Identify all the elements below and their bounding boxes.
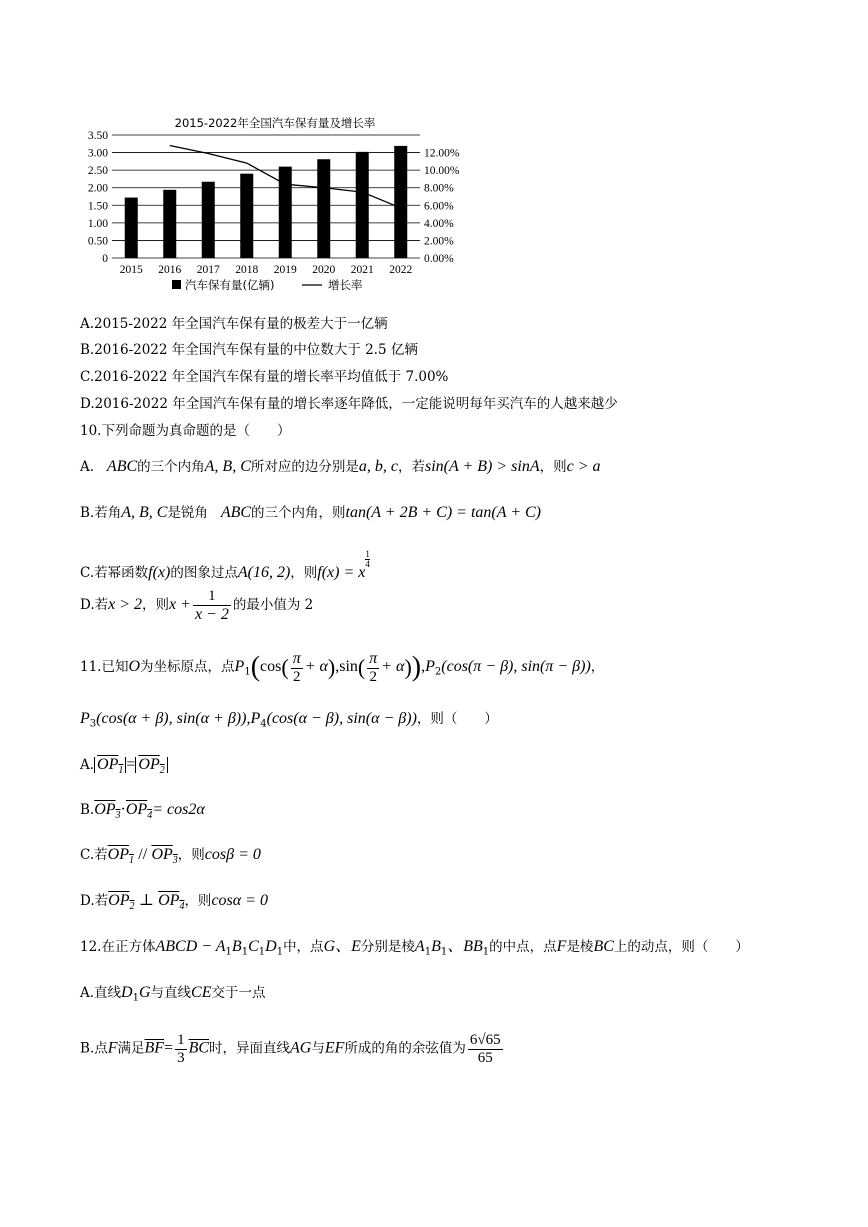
q11-option-c bbox=[80, 847, 261, 866]
q10-c-prefix: C.若幂函数 bbox=[80, 565, 149, 581]
q11-plus-alpha-2: + α bbox=[381, 658, 405, 676]
q12-b-text3: 与 bbox=[311, 1040, 325, 1057]
q10-d-x: x + bbox=[169, 596, 191, 614]
q12-cube-s4: 1 bbox=[276, 946, 284, 958]
q11-option-a bbox=[80, 757, 168, 776]
q12-b-ef: EF bbox=[324, 1039, 345, 1057]
q12-prefix: 12.在正方体 bbox=[80, 939, 156, 955]
q11-a-op2-text: OP bbox=[138, 756, 160, 773]
q11-p4-sub: 4 bbox=[260, 718, 267, 730]
y-tick-label: 2.50 bbox=[87, 165, 108, 178]
q10-a-result: c > a bbox=[566, 458, 601, 475]
q11-p3: P bbox=[80, 710, 90, 727]
q11-a-op1-text: OP bbox=[97, 756, 119, 773]
q11-d-op2-sub: 2 bbox=[129, 901, 135, 913]
q11-p3-body: (cos(α + β), sin(α + β)), bbox=[96, 710, 251, 727]
x-tick-label: 2020 bbox=[312, 264, 336, 276]
q10-d-prefix: D.若 bbox=[80, 597, 109, 614]
y-tick-label: 3.50 bbox=[87, 130, 108, 142]
bar bbox=[240, 174, 253, 258]
q11-d-op2-text: OP bbox=[108, 892, 130, 909]
q11-b-dot: · bbox=[120, 801, 126, 818]
q10-d-fraction bbox=[193, 588, 231, 623]
q9-option-a: A.2015-2022 年全国汽车保有量的极差大于一亿辆 bbox=[80, 316, 388, 332]
car-ownership-chart bbox=[70, 108, 510, 298]
q10-a-angles: A, B, C bbox=[204, 458, 251, 475]
q10-b-text1: 是锐角 bbox=[167, 505, 208, 521]
q12-cube-s1: 1 bbox=[225, 946, 232, 958]
x-tick-label: 2015 bbox=[119, 264, 143, 276]
q12-f: F bbox=[556, 938, 567, 955]
q10-d-text1: ，则 bbox=[142, 597, 170, 614]
q11-d-prefix: D.若 bbox=[80, 893, 109, 909]
y2-tick-label: 10.00% bbox=[424, 165, 460, 178]
q11-p1-frac1 bbox=[291, 650, 303, 685]
q12-a-ce: CE bbox=[191, 984, 212, 1001]
q12-a-text2: 交于一点 bbox=[211, 985, 266, 1001]
q11-p1-frac2 bbox=[367, 650, 379, 685]
q11-b-op3-text: OP bbox=[94, 801, 116, 818]
q10-b-angles: A, B, C bbox=[121, 504, 168, 521]
q11-origin: O bbox=[128, 658, 141, 676]
x-tick-label: 2022 bbox=[389, 264, 413, 276]
q11-option-d bbox=[80, 893, 268, 912]
q10-a-text1: 的三个内角 bbox=[137, 459, 205, 475]
q11-d-text: ，则 bbox=[184, 893, 212, 909]
q11-p2: P bbox=[425, 658, 435, 676]
q10-c-exponent bbox=[365, 550, 370, 569]
y2-tick-label: 8.00% bbox=[424, 182, 454, 195]
q11-p4: P bbox=[250, 710, 261, 727]
q12-b-f: F bbox=[107, 1039, 118, 1057]
q11-a-eq: = bbox=[126, 756, 136, 773]
q11-p2-body: (cos(π − β), sin(π − β)) bbox=[441, 658, 591, 676]
q11-b-result: = cos2α bbox=[152, 801, 205, 818]
q11-p2-sub: 2 bbox=[434, 666, 442, 678]
x-tick-label: 2017 bbox=[196, 264, 220, 276]
q10-a-text3: ，若 bbox=[397, 459, 425, 475]
q11-a-op2 bbox=[138, 756, 165, 777]
q10-a-prefix: A. bbox=[80, 459, 95, 475]
q11-prefix: 11.已知 bbox=[80, 659, 129, 676]
q10-d-num: 1 bbox=[193, 588, 231, 606]
chart-title: 2015-2022年全国汽车保有量及增长率 bbox=[174, 116, 376, 130]
q10-c-text2: ，则 bbox=[290, 565, 318, 581]
q11-comma: ， bbox=[590, 659, 605, 676]
q10-a-condition: sin(A + B) > sinA bbox=[424, 458, 540, 475]
q10-option-b bbox=[80, 505, 541, 521]
q11-c-op3-text: OP bbox=[151, 846, 173, 863]
legend-bar-swatch bbox=[172, 280, 181, 289]
q12-text5: 上的动点，则（ ） bbox=[613, 939, 749, 955]
y-tick-label: 2.00 bbox=[87, 182, 108, 195]
q12-b-den: 3 bbox=[177, 1049, 185, 1066]
x-tick-label: 2018 bbox=[235, 264, 259, 276]
q12-bc: BC bbox=[593, 938, 614, 955]
q12-a-d: D bbox=[121, 984, 133, 1001]
q11-text2: ，则（ ） bbox=[416, 711, 498, 727]
q12-a-g: G bbox=[138, 984, 151, 1001]
q10-option-c bbox=[80, 550, 370, 581]
q11-d-op4 bbox=[158, 892, 185, 913]
q12-b-num: 1 bbox=[177, 1032, 185, 1048]
q11-b-op3-sub: 3 bbox=[115, 810, 121, 822]
legend-line-label: 增长率 bbox=[328, 278, 363, 292]
q9-option-b: B.2016-2022 年全国汽车保有量的中位数大于 2.5 亿辆 bbox=[80, 342, 418, 358]
bar bbox=[317, 159, 330, 258]
q12-cube-s2: 1 bbox=[241, 946, 249, 958]
bar bbox=[202, 182, 215, 258]
q11-p1: P bbox=[234, 658, 245, 676]
q10-d-condition: x > 2 bbox=[108, 596, 143, 614]
q10-b-equation: tan(A + 2B + C) = tan(A + C) bbox=[345, 504, 542, 521]
q10-d-text2: 的最小值为 2 bbox=[232, 597, 314, 614]
q11-d-result: cosα = 0 bbox=[211, 892, 268, 909]
bar bbox=[394, 146, 407, 258]
q11-stem-line1: 11.已知O为坐标原点，点$P_1(\cos$( $\frac{\pi}{2}$ + α),sin( $\frac{\pi}{2}$ + $\alpha)),P_2(\cos(\pi - \beta)$, sin(π − β))， bbox=[80, 650, 605, 685]
q10-a-sides: a, b, c bbox=[358, 458, 398, 475]
q11-stem-line2 bbox=[80, 711, 498, 730]
q11-p4-body: (cos(α − β), sin(α − β)) bbox=[266, 710, 417, 727]
q11-b-op4 bbox=[125, 801, 153, 822]
q12-b-bf: $\overline{BF}$ bbox=[144, 1039, 165, 1057]
q12-text4: 是棱 bbox=[566, 939, 594, 955]
q11-c-op1 bbox=[107, 846, 134, 867]
q12-edge1-s1: 1 bbox=[424, 946, 432, 958]
q10-a-text2: 所对应的边分别是 bbox=[250, 459, 359, 475]
q12-text3: 的中点，点 bbox=[489, 939, 557, 955]
q11-b-prefix: B. bbox=[80, 802, 95, 818]
q10-c-function: f(x) bbox=[148, 564, 171, 581]
q11-p3-sub: 3 bbox=[89, 718, 97, 730]
y2-tick-label: 12.00% bbox=[424, 147, 460, 160]
q12-stem bbox=[80, 939, 749, 958]
q11-pi-2: π bbox=[369, 650, 378, 667]
q12-b-fraction bbox=[175, 1032, 187, 1066]
y-tick-label: 1.00 bbox=[87, 217, 108, 230]
y-tick-label: 0.50 bbox=[87, 235, 108, 248]
bar bbox=[356, 152, 369, 258]
q12-cube-c: C bbox=[248, 938, 259, 955]
chart-legend bbox=[172, 278, 363, 292]
y2-tick-label: 6.00% bbox=[424, 200, 454, 213]
q12-a-prefix: A.直线 bbox=[80, 985, 122, 1001]
q11-two-2: 2 bbox=[369, 668, 377, 685]
q11-c-op3 bbox=[151, 846, 178, 867]
q10-option-d bbox=[80, 588, 313, 623]
y-tick-label: 3.00 bbox=[87, 147, 108, 160]
q12-b-vden: 65 bbox=[477, 1049, 493, 1066]
q11-a-op1-sub: 1 bbox=[118, 765, 124, 777]
q11-p1-sub: 1 bbox=[244, 666, 251, 678]
q11-c-text: ，则 bbox=[177, 847, 205, 863]
q12-b-bc: $\overline{BC}$ bbox=[188, 1039, 210, 1057]
q12-edge2: 、BB bbox=[447, 938, 483, 955]
q11-c-op1-text: OP bbox=[107, 846, 129, 863]
q12-ge: G、E bbox=[323, 938, 361, 955]
q11-b-op3 bbox=[94, 801, 121, 822]
q10-stem: 10.下列命题为真命题的是（ ） bbox=[80, 423, 291, 439]
q10-b-prefix: B.若角 bbox=[80, 505, 122, 521]
x-tick-label: 2021 bbox=[350, 264, 374, 276]
q12-edge2-s: 1 bbox=[482, 946, 490, 958]
q10-option-a bbox=[80, 459, 601, 475]
y-tick-label: 0 bbox=[102, 253, 108, 265]
bar bbox=[163, 190, 176, 258]
q11-d-op4-text: OP bbox=[158, 892, 180, 909]
q12-a-text1: 与直线 bbox=[150, 985, 192, 1001]
q12-b-text4: 所成的角的余弦值为 bbox=[344, 1040, 466, 1057]
bar bbox=[125, 198, 138, 258]
q10-c-point: A(16, 2) bbox=[237, 564, 291, 581]
q11-plus-alpha-1: + α bbox=[304, 658, 328, 676]
q12-text1: 中，点 bbox=[283, 939, 324, 955]
q12-a-d-sub: 1 bbox=[132, 992, 139, 1004]
q11-a-op1 bbox=[97, 756, 124, 777]
q12-cube-b: B bbox=[231, 938, 242, 955]
q12-b-ag: AG bbox=[290, 1039, 312, 1057]
q10-c-result: f(x) = x bbox=[317, 564, 366, 581]
y2-tick-label: 2.00% bbox=[424, 235, 454, 248]
q11-c-result: cosβ = 0 bbox=[204, 846, 261, 863]
q12-cube-s3: 1 bbox=[258, 946, 266, 958]
q12-edge1-s2: 1 bbox=[440, 946, 448, 958]
q11-a-prefix: A. bbox=[80, 757, 95, 773]
q11-b-op4-text: OP bbox=[125, 801, 148, 818]
q11-pi-1: π bbox=[292, 650, 301, 667]
q10-c-text1: 的图象过点 bbox=[170, 565, 238, 581]
q10-a-text4: ，则 bbox=[539, 459, 567, 475]
q11-d-perp: ⊥ bbox=[138, 892, 154, 909]
q11-d-op4-sub: 4 bbox=[179, 901, 185, 913]
y-tick-label: 1.50 bbox=[87, 200, 108, 213]
q10-c-exp-den: 4 bbox=[365, 559, 370, 569]
q12-edge1-b: B bbox=[431, 938, 441, 955]
q12-cube: ABCD − A bbox=[155, 938, 226, 955]
q10-b-text2: 的三个内角，则 bbox=[251, 505, 346, 521]
y2-tick-label: 0.00% bbox=[424, 253, 454, 265]
q12-cube-d: D bbox=[265, 938, 277, 955]
y2-tick-label: 4.00% bbox=[424, 217, 454, 230]
q11-c-parallel: // bbox=[138, 846, 148, 863]
q10-c-exp-num: 1 bbox=[365, 549, 370, 559]
q12-b-text2: 时，异面直线 bbox=[209, 1040, 291, 1057]
q9-option-c: C.2016-2022 年全国汽车保有量的增长率平均值低于 7.00% bbox=[80, 369, 449, 385]
q11-a-op2-sub: 2 bbox=[159, 765, 165, 777]
q12-text2: 分别是棱 bbox=[360, 939, 415, 955]
q12-b-vnum: 6√65 bbox=[469, 1032, 501, 1048]
q12-b-prefix: B.点 bbox=[80, 1040, 108, 1057]
x-tick-label: 2016 bbox=[158, 264, 182, 276]
q12-b-value bbox=[468, 1032, 503, 1066]
bar bbox=[279, 167, 292, 258]
q10-d-den: x − 2 bbox=[194, 605, 229, 623]
q9-option-d: D.2016-2022 年全国汽车保有量的增长率逐年降低，一定能说明每年买汽车的人越来越少 bbox=[80, 396, 618, 412]
q11-c-op1-sub: 1 bbox=[128, 855, 134, 867]
q11-two-1: 2 bbox=[292, 668, 301, 685]
q11-p1-sin: sin bbox=[339, 658, 358, 676]
legend-bar-label: 汽车保有量(亿辆) bbox=[185, 278, 275, 292]
x-tick-label: 2019 bbox=[273, 264, 297, 276]
q12-option-b bbox=[80, 1032, 505, 1066]
q10-b-triangle: ABC bbox=[220, 504, 252, 521]
q11-c-op3-sub: 3 bbox=[172, 855, 178, 867]
q10-a-triangle: ABC bbox=[106, 458, 138, 475]
q12-b-text1: 满足 bbox=[117, 1040, 145, 1057]
q11-option-b bbox=[80, 802, 205, 821]
q12-edge1-a: A bbox=[414, 938, 425, 955]
q11-c-prefix: C.若 bbox=[80, 847, 108, 863]
q11-text1: 为坐标原点，点 bbox=[140, 659, 235, 676]
q11-d-op2 bbox=[108, 892, 135, 913]
q11-p1-cos: cos bbox=[260, 658, 282, 676]
q11-b-op4-sub: 4 bbox=[147, 810, 153, 822]
q12-option-a bbox=[80, 985, 266, 1004]
q12-b-eq: = bbox=[164, 1039, 174, 1057]
